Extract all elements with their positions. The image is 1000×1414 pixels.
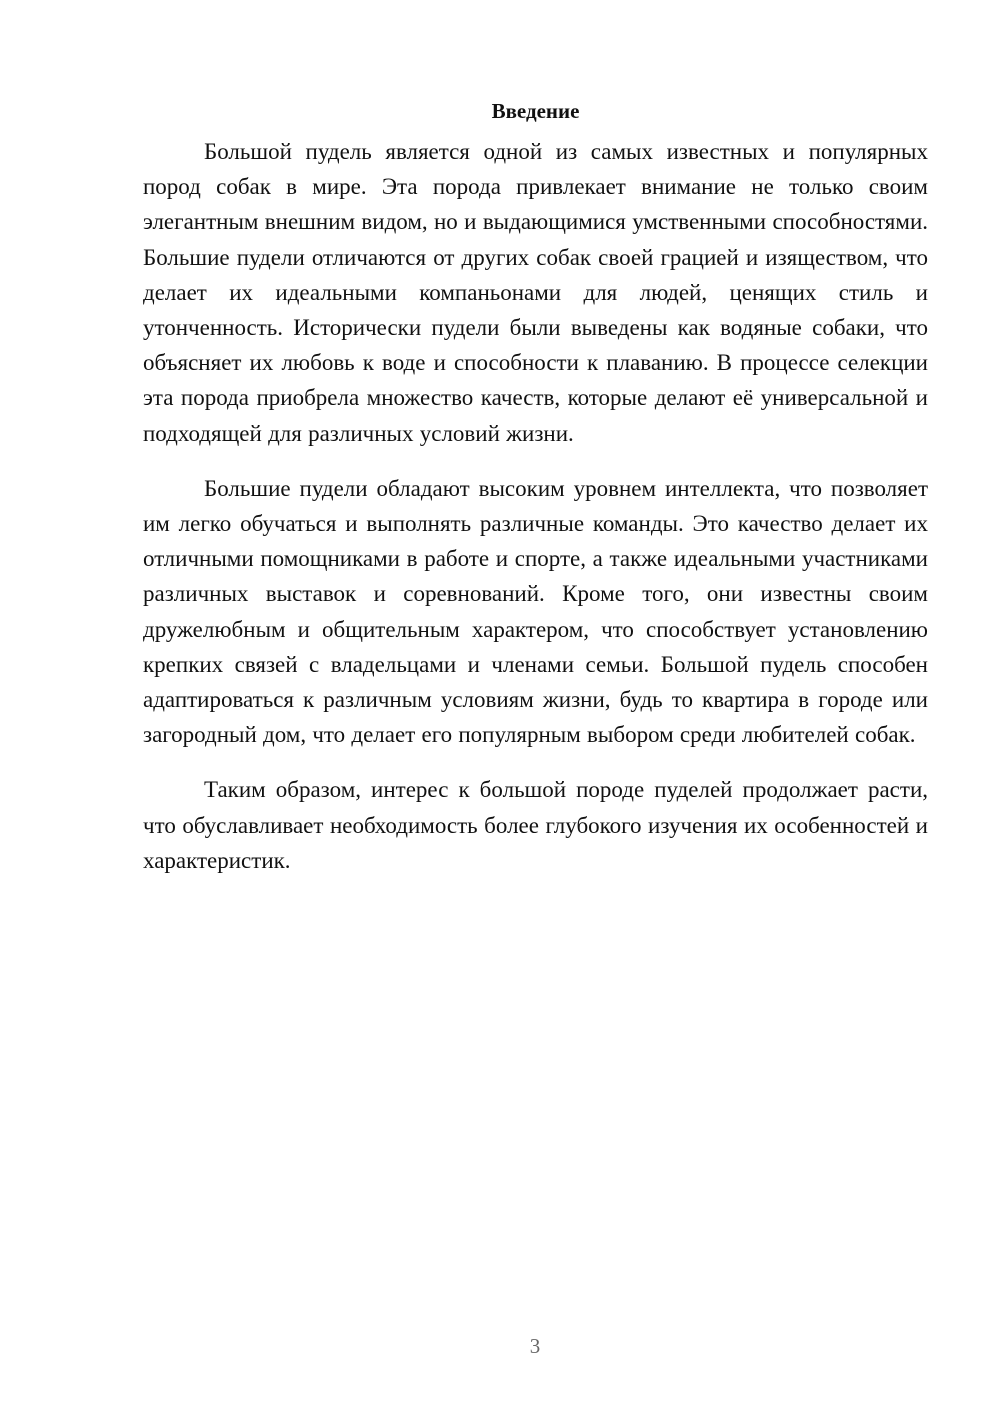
page-number: 3 (529, 1334, 541, 1358)
page-content (143, 96, 928, 898)
paragraph-1: Большой пудель является одной из самых известных и популярных пород собак в мире. Эта порода привлекает внимание не только своим элегантным внешним видом, но и выдающимися умственными способностями. Большие пудели отличаются от других собак своей грацией и изяществом, что делает их идеальными компаньонами для людей, ценящих стиль и утонченность. Исторически пудели были выведены как водяные собаки, что объясняет их любовь к воде и способности к плаванию. В процессе селекции эта порода приобрела множество качеств, которые делают её универсальной и подходящей для различных условий жизни. (143, 139, 928, 446)
paragraph-2: Большие пудели обладают высоким уровнем интеллекта, что позволяет им легко обучаться и выполнять различные команды. Это качество делает их отличными помощниками в работе и спорте, а также идеальными участниками различных выставок и соревнований. Кроме того, они известны своим дружелюбным и общительным характером, что способствует установлению крепких связей с владельцами и членами семьи. Большой пудель способен адаптироваться к различным условиям жизни, будь то квартира в городе или загородный дом, что делает его популярным выбором среди любителей собак. (143, 475, 928, 748)
paragraph-3: Таким образом, интерес к большой породе пуделей продолжает расти, что обуславливает необходимость более глубокого изучения их особенностей и характеристик. (143, 777, 928, 873)
section-heading: Введение (491, 99, 580, 123)
